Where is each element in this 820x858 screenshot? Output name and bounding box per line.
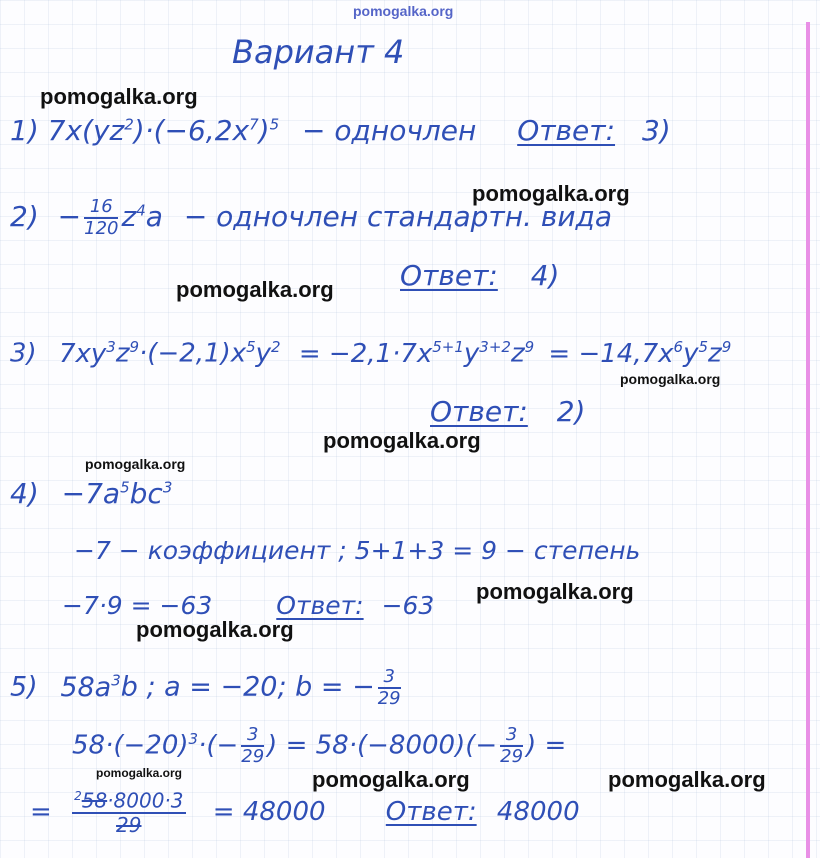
task3-m-c: z bbox=[510, 338, 525, 369]
task3-l-b-exp: 9 bbox=[129, 338, 140, 356]
task1-answer: 3) bbox=[641, 114, 671, 147]
watermark-top: pomogalka.org bbox=[353, 3, 454, 19]
task5-fraction bbox=[378, 668, 401, 708]
task2-description: − одночлен стандартн. вида bbox=[183, 200, 613, 233]
task4-calc: −7·9 = −63 bbox=[62, 591, 213, 620]
task2-expr-a: z bbox=[121, 200, 137, 233]
task5-l2-frac1-num: 3 bbox=[241, 726, 264, 747]
task3-l-c: ·(−2,1)x bbox=[139, 338, 247, 369]
task2-answer-label: Ответ: bbox=[400, 259, 498, 292]
task5-l3-eq: = bbox=[30, 796, 52, 827]
task5-line2 bbox=[72, 726, 566, 766]
task5-l3-num-a: 58 bbox=[81, 788, 108, 813]
task5-line3 bbox=[30, 790, 580, 835]
task5-frac-den: 29 bbox=[377, 688, 401, 709]
task5-l2-fraction-1 bbox=[241, 726, 264, 766]
task3-m-c-exp: 9 bbox=[524, 338, 535, 356]
task5-l2-frac1-den: 29 bbox=[241, 746, 265, 767]
task1-expr-b-exp: 7 bbox=[249, 115, 259, 134]
task3-m-b-exp: 3+2 bbox=[479, 338, 511, 356]
task5-answer-label: Ответ: bbox=[385, 796, 477, 827]
task1-expr-a-exp: 2 bbox=[124, 115, 134, 134]
task2-fraction bbox=[84, 198, 118, 238]
task5-l2-frac2-num: 3 bbox=[500, 726, 523, 747]
task4-line2: −7 − коэффициент ; 5+1+3 = 9 − степень bbox=[74, 536, 641, 565]
watermark-9: pomogalka.org bbox=[96, 766, 183, 780]
task3-answer: 2) bbox=[556, 395, 586, 428]
watermark-6: pomogalka.org bbox=[85, 456, 186, 472]
task5-expr-a-exp: 3 bbox=[111, 671, 121, 690]
watermark-4: pomogalka.org bbox=[620, 371, 721, 387]
heading-variant: Вариант 4 bbox=[232, 33, 405, 71]
task3-r-a-exp: 6 bbox=[673, 338, 684, 356]
task2-answer-line bbox=[400, 259, 560, 292]
task2-number: 2) bbox=[10, 200, 39, 233]
task3-r-c: z bbox=[708, 338, 722, 369]
task5-l3-den: 29 bbox=[116, 812, 142, 837]
task5-expr-b: b ; a = −20; b = − bbox=[120, 671, 375, 703]
watermark-3: pomogalka.org bbox=[176, 277, 334, 302]
task5-l3-num-b: ·8000·3 bbox=[107, 788, 184, 813]
task1-number: 1) bbox=[10, 114, 39, 147]
task5-line1 bbox=[10, 668, 404, 708]
task1-expr-b: )·(−6,2x bbox=[133, 114, 250, 147]
watermark-1: pomogalka.org bbox=[40, 84, 198, 109]
task5-expr-a: 58a bbox=[60, 671, 112, 703]
watermark-5: pomogalka.org bbox=[323, 428, 481, 453]
task3-r-a: = −14,7x bbox=[548, 338, 674, 369]
task3-m-a-exp: 5+1 bbox=[432, 338, 464, 356]
task1-expr-c-exp: 5 bbox=[269, 115, 280, 134]
task3-l-c-exp: 5 bbox=[246, 338, 256, 356]
task3-m-b: y bbox=[463, 338, 480, 369]
task1-expr-c: ) bbox=[258, 114, 270, 147]
task1-answer-label: Ответ: bbox=[517, 114, 616, 147]
watermark-8: pomogalka.org bbox=[136, 617, 294, 642]
task5-l3-result: = 48000 bbox=[212, 796, 326, 827]
task5-number: 5) bbox=[10, 671, 38, 703]
task4-expr-b-exp: 3 bbox=[162, 478, 173, 497]
task3-l-b: z bbox=[115, 338, 130, 369]
task3-l-d-exp: 2 bbox=[271, 338, 281, 356]
task1-description: − одночлен bbox=[302, 114, 477, 147]
task3-r-b-exp: 5 bbox=[698, 338, 709, 356]
task2-frac-den: 120 bbox=[84, 218, 119, 239]
task5-l3-num bbox=[72, 790, 185, 814]
watermark-2: pomogalka.org bbox=[472, 181, 630, 206]
task3-l-d: y bbox=[255, 338, 272, 369]
task3-answer-line bbox=[430, 395, 586, 428]
task5-l3-small: 2 bbox=[74, 789, 82, 803]
task2-frac-num: 16 bbox=[84, 198, 118, 219]
task5-l2-fraction-2 bbox=[500, 726, 523, 766]
task5-frac-num: 3 bbox=[378, 668, 401, 689]
task4-number: 4) bbox=[10, 477, 39, 510]
task5-l3-fraction bbox=[72, 790, 185, 835]
watermark-7: pomogalka.org bbox=[476, 579, 634, 604]
task3-answer-label: Ответ: bbox=[430, 395, 528, 428]
task3-l-a: 7xy bbox=[58, 338, 107, 369]
task3-r-b: y bbox=[683, 338, 699, 369]
watermark-10: pomogalka.org bbox=[312, 767, 470, 792]
task4-expr-b: bc bbox=[129, 477, 163, 510]
task5-l2-a: 58·(−20) bbox=[72, 730, 189, 761]
task3-m-a: = −2,1·7x bbox=[298, 338, 433, 369]
task5-answer: 48000 bbox=[496, 796, 580, 827]
task4-line1 bbox=[10, 477, 173, 510]
task5-l2-a-exp: 3 bbox=[188, 729, 199, 748]
task4-answer: −63 bbox=[381, 591, 435, 620]
task3-line bbox=[10, 340, 731, 367]
task3-r-c-exp: 9 bbox=[721, 338, 732, 356]
task3-l-a-exp: 3 bbox=[106, 338, 116, 356]
task3-number: 3) bbox=[10, 338, 37, 369]
task2-answer: 4) bbox=[530, 259, 560, 292]
task2-expr-b: a bbox=[145, 200, 163, 233]
watermark-11: pomogalka.org bbox=[608, 767, 766, 792]
task5-l2-b: ·(− bbox=[198, 730, 239, 761]
task4-answer-label: Ответ: bbox=[276, 591, 364, 620]
task4-expr-a: −7a bbox=[61, 477, 121, 510]
task5-l2-d: ) = bbox=[526, 730, 567, 761]
margin-line bbox=[806, 22, 810, 858]
task2-expr-a-exp: 4 bbox=[136, 201, 146, 220]
task5-l2-frac2-den: 29 bbox=[500, 746, 524, 767]
task1-line bbox=[10, 114, 671, 147]
task5-l2-c: ) = 58·(−8000)(− bbox=[267, 730, 498, 761]
task4-expr-a-exp: 5 bbox=[120, 478, 130, 497]
task1-expr-a: 7x(yz bbox=[47, 114, 125, 147]
task2-minus: − bbox=[57, 200, 82, 233]
task4-line3 bbox=[62, 593, 434, 618]
